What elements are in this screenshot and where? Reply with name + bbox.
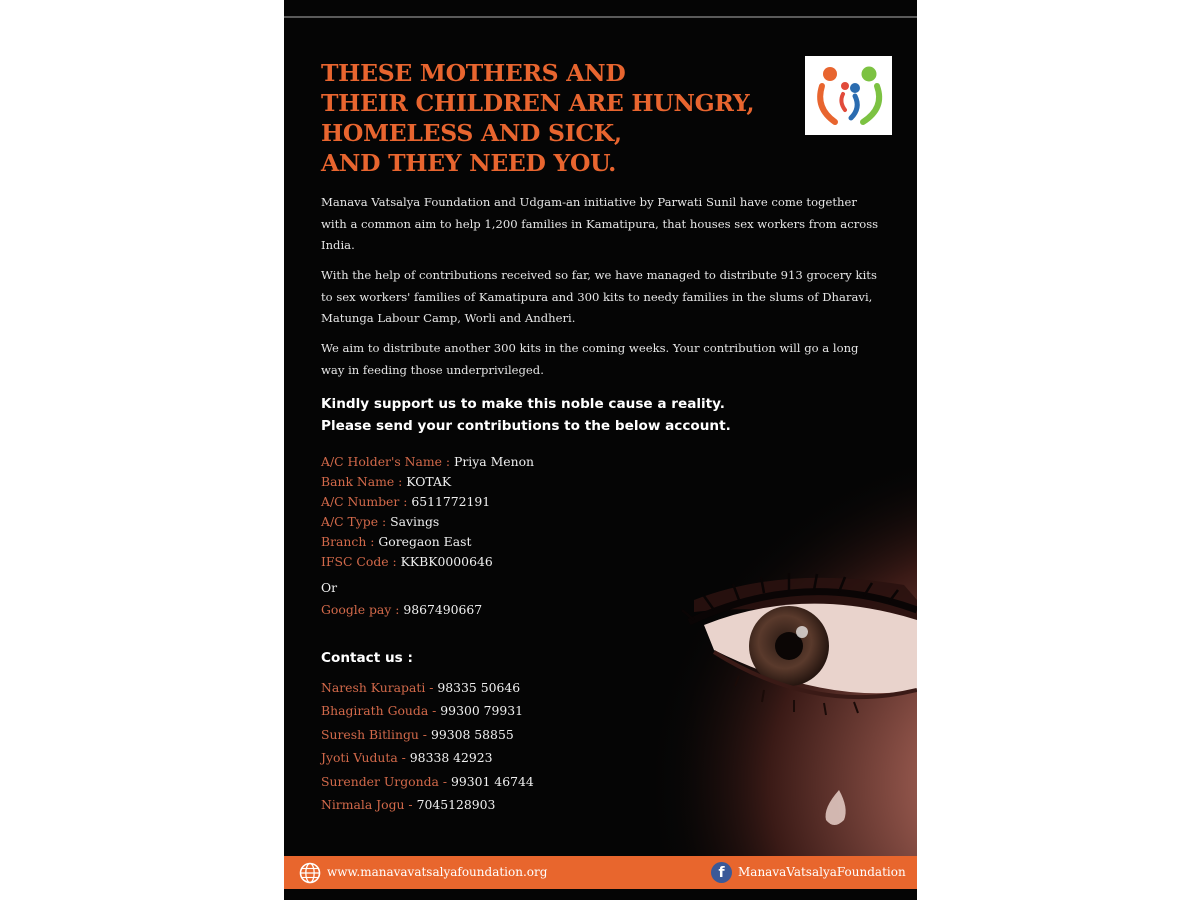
headline-line: HOMELESS AND SICK,: [321, 119, 622, 147]
account-type-row: [321, 512, 534, 532]
contact-name: Surender Urgonda -: [321, 773, 451, 789]
detail-value: Goregaon East: [378, 534, 472, 549]
contact-name: Suresh Bitlingu -: [321, 726, 431, 742]
account-details: [321, 452, 534, 572]
or-separator: Or: [321, 580, 338, 595]
google-pay-row: [321, 602, 482, 617]
detail-label: A/C Holder's Name :: [321, 454, 455, 469]
detail-value: 6511772191: [411, 494, 491, 509]
detail-value: KKBK0000646: [400, 554, 493, 569]
globe-icon: [299, 862, 321, 884]
account-holder-row: [321, 452, 534, 472]
contact-number: 98338 42923: [409, 750, 493, 766]
contact-name: Nirmala Jogu -: [321, 797, 417, 813]
facebook-icon[interactable]: f: [711, 862, 732, 883]
headline: [321, 58, 754, 178]
contact-item: [321, 746, 534, 769]
contact-name: Bhagirath Gouda -: [321, 703, 441, 719]
contact-item: [321, 676, 534, 699]
support-line: Please send your contributions to the below account.: [321, 418, 731, 434]
detail-value: Savings: [390, 514, 440, 529]
contact-item: [321, 793, 534, 816]
detail-label: A/C Type :: [321, 514, 391, 529]
headline-line: THEIR CHILDREN ARE HUNGRY,: [321, 89, 755, 117]
contact-number: 7045128903: [416, 797, 496, 813]
aim-paragraph: We aim to distribute another 300 kits in the coming weeks. Your contribution will go a long way in feeding those underprivileged.: [321, 341, 859, 377]
contact-number: 98335 50646: [437, 680, 521, 695]
account-number-row: [321, 492, 534, 512]
contact-name: Jyoti Vuduta -: [321, 750, 410, 766]
contact-name: Naresh Kurapati -: [321, 680, 438, 695]
detail-value: Priya Menon: [454, 454, 535, 469]
headline-line: THESE MOTHERS AND: [321, 59, 626, 87]
detail-label: Bank Name :: [321, 474, 407, 489]
detail-label: IFSC Code :: [321, 554, 401, 569]
detail-value: KOTAK: [406, 474, 452, 489]
contact-item: [321, 699, 534, 722]
intro-paragraph: Manava Vatsalya Foundation and Udgam-an initiative by Parwati Sunil have come together with a common aim to help 1,200 families in Kamatipura, that houses sex workers from across India.: [321, 195, 879, 252]
website-link[interactable]: www.manavavatsalyafoundation.org: [327, 865, 548, 879]
contact-item: [321, 770, 534, 793]
bottom-strip: [284, 889, 917, 900]
contact-item: [321, 723, 534, 746]
gpay-number: 9867490667: [403, 602, 483, 617]
donation-poster: [284, 0, 917, 900]
contact-heading: Contact us :: [321, 650, 413, 666]
ifsc-row: [321, 552, 534, 572]
branch-row: [321, 532, 534, 552]
progress-paragraph: With the help of contributions received so far, we have managed to distribute 913 grocery kits to sex workers' families of Kamatipura and 300 kits to needy families in the slums of Dharavi, Matunga Labour Camp, Worli and Andheri.: [321, 268, 877, 325]
facebook-page-link[interactable]: ManavaVatsalyaFoundation: [738, 865, 906, 879]
bank-name-row: [321, 472, 534, 492]
foundation-logo-icon: [805, 56, 892, 135]
contact-number: 99301 46744: [450, 773, 534, 789]
detail-label: A/C Number :: [321, 494, 412, 509]
contact-number: 99300 79931: [440, 703, 524, 719]
gpay-label: Google pay :: [321, 602, 404, 617]
contact-number: 99308 58855: [430, 726, 514, 742]
support-appeal: [321, 393, 731, 437]
contact-list: [321, 676, 534, 816]
detail-label: Branch :: [321, 534, 379, 549]
footer-bar: [284, 856, 917, 889]
headline-line: AND THEY NEED YOU.: [321, 149, 617, 177]
support-line: Kindly support us to make this noble cause a reality.: [321, 396, 725, 412]
